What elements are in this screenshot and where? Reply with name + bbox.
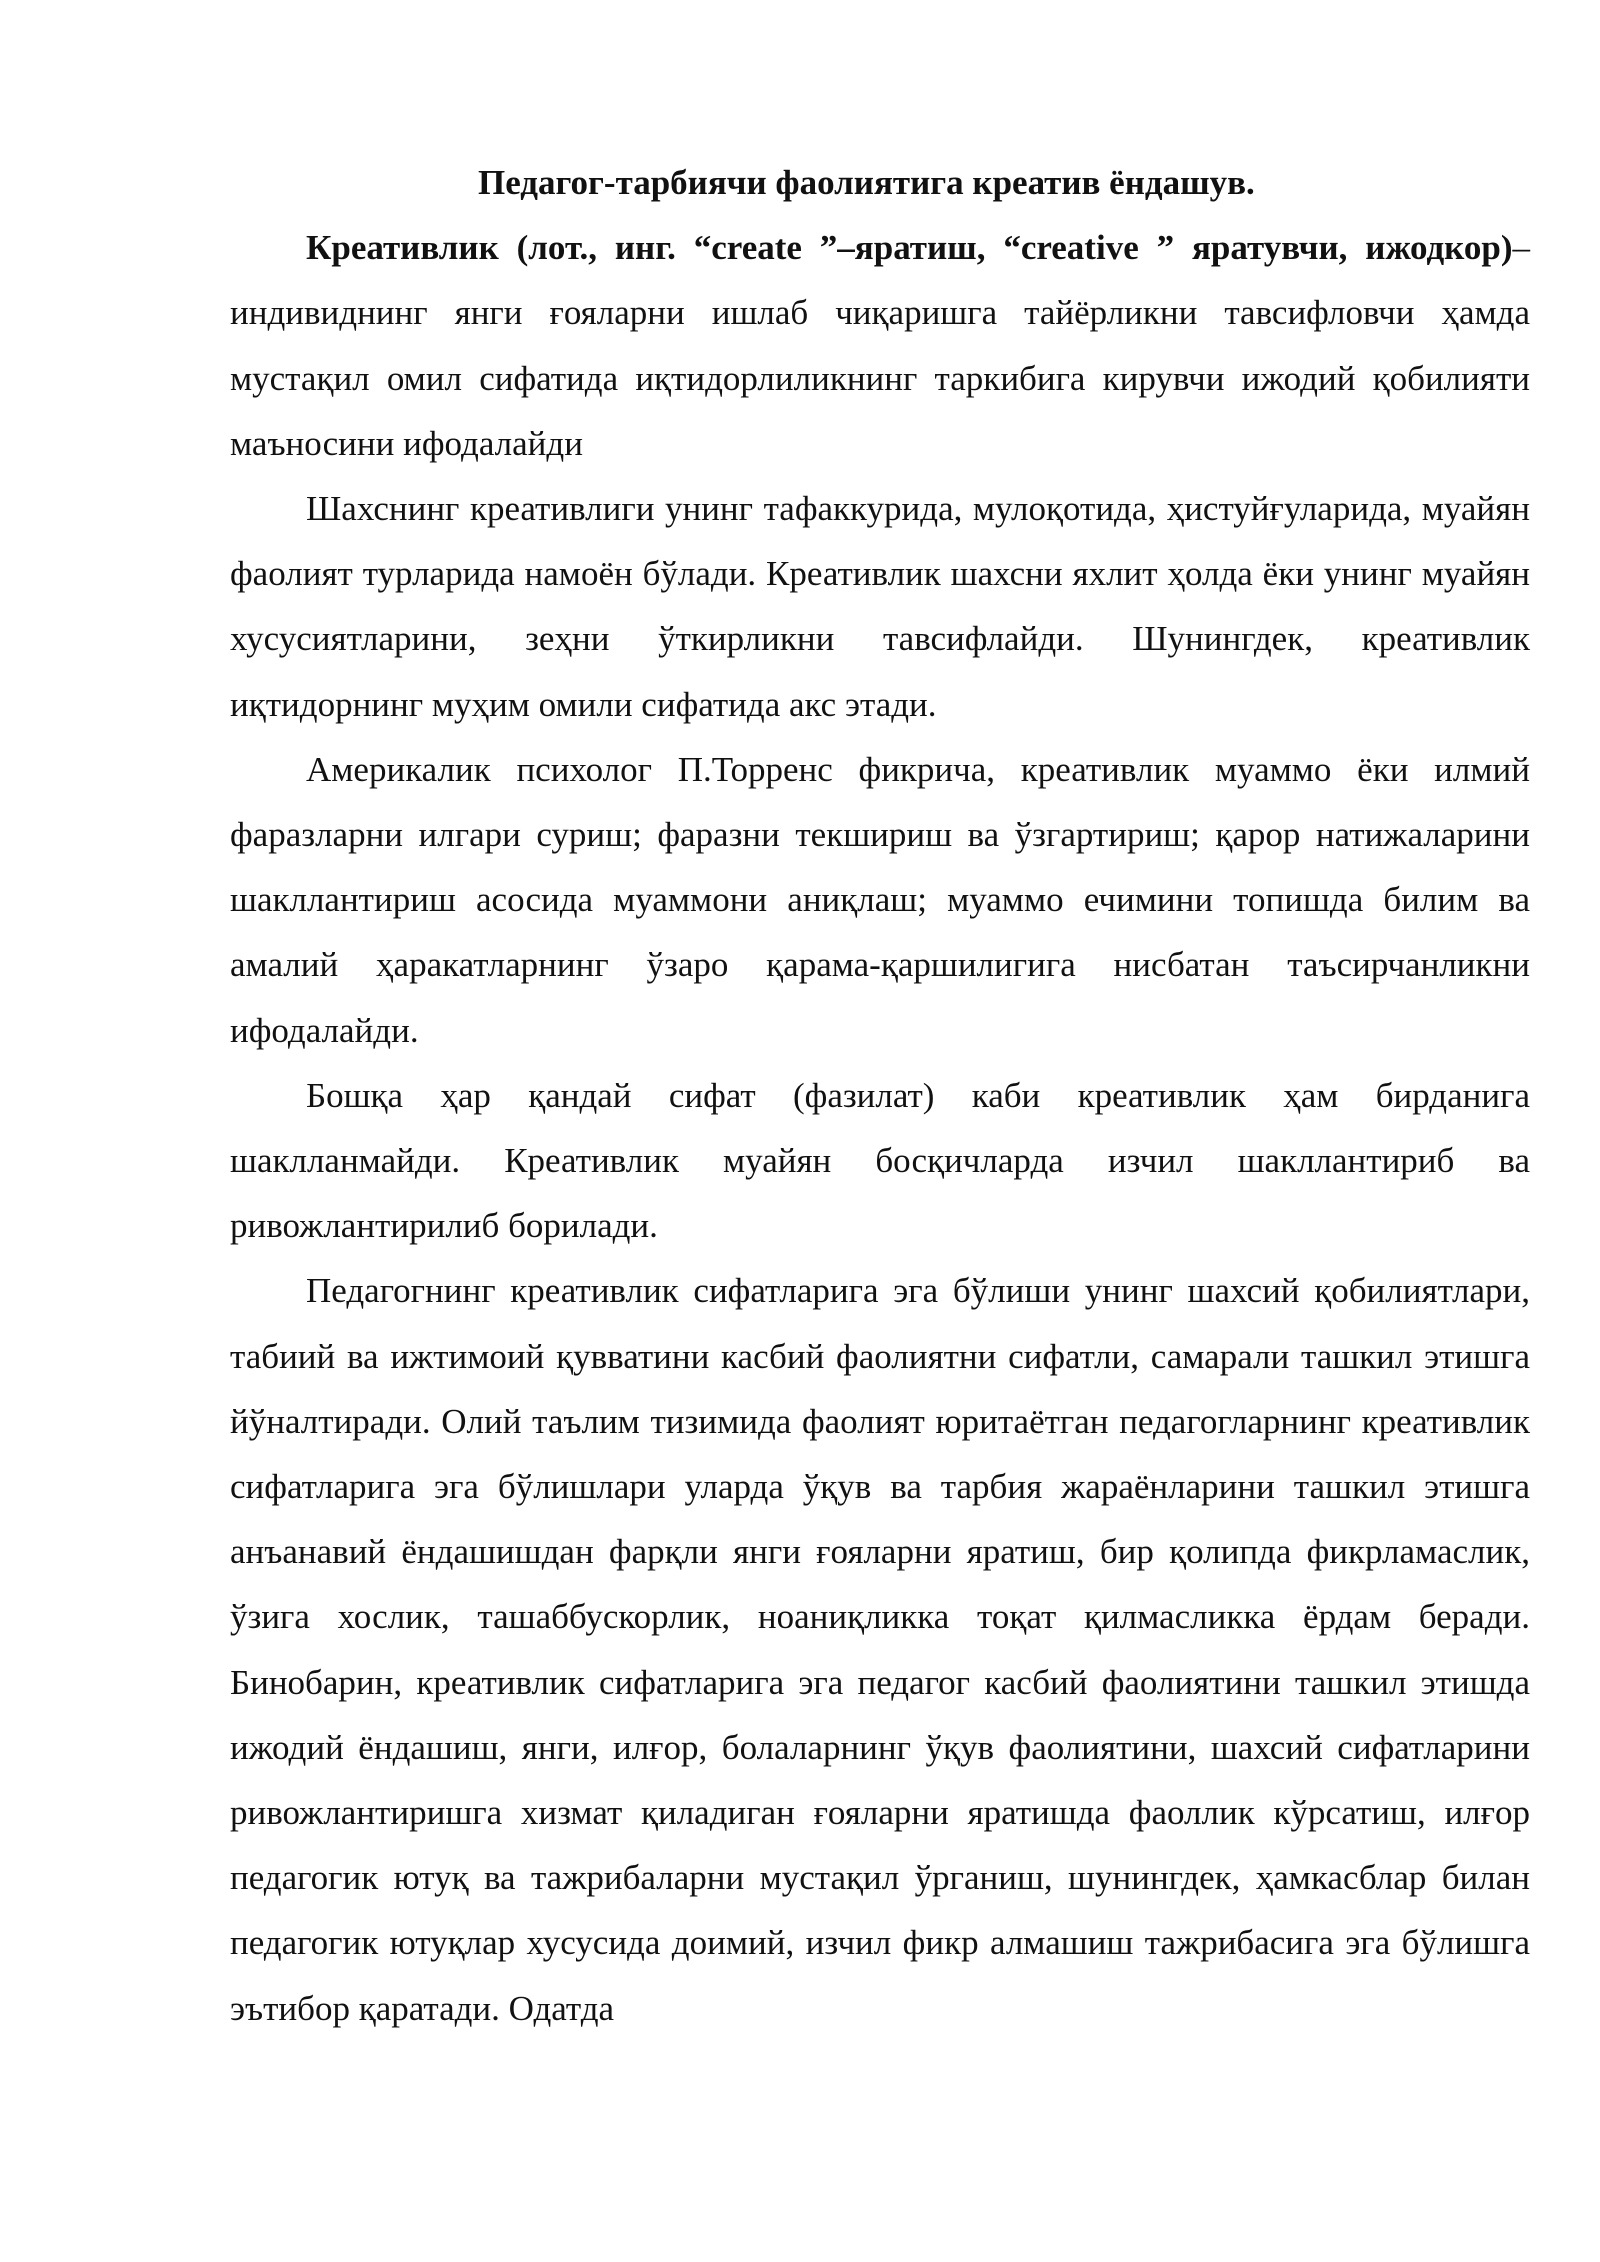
- body-paragraph: Бошқа ҳар қандай сифат (фазилат) каби креативлик ҳам бирданига шаклланмайди. Креативлик муайян босқичларда изчил шакллантириб ва ривожлантирилиб борилади.: [230, 1075, 1530, 1246]
- document-body: [230, 150, 1530, 2041]
- body-paragraph: Америкалик психолог П.Торренс фикрича, креативлик муаммо ёки илмий фаразларни илгари суриш; фаразни текшириш ва ўзгартириш; қарор натижаларини шакллантириш асосида муаммони аниқлаш; муаммо ечимини топишда билим ва амалий ҳаракатларнинг ўзаро қарама-қаршилигига нисбатан таъсирчанликни ифодалайди.: [230, 749, 1530, 1050]
- definition-text: –индивиднинг янги ғояларни ишлаб чиқаришга тайёрликни тавсифловчи ҳамда мустақил омил сифатида иқтидорлиликнинг таркибига кирувчи ижодий қобилияти маъносини ифодалайди: [230, 228, 1530, 463]
- definition-paragraph: [230, 215, 1530, 476]
- document-title: Педагог-тарбиячи фаолиятига креатив ёндашув.: [478, 163, 1255, 202]
- body-paragraph: Педагогнинг креативлик сифатларига эга бўлиши унинг шахсий қобилиятлари, табиий ва ижтимоий қувватини касбий фаолиятни сифатли, самарали ташкил этишга йўналтиради. Олий таълим тизимида фаолият юритаётган педагогларнинг креативлик сифатларига эга бўлишлари уларда ўқув ва тарбия жараёнларини ташкил этишга анъанавий ёндашишдан фарқли янги ғояларни яратиш, бир қолипда фикрламаслик, ўзига хослик, ташаббускорлик, ноаниқликка тоқат қилмасликка ёрдам беради. Бинобарин, креативлик сифатларига эга педагог касбий фаолиятини ташкил этишда ижодий ёндашиш, янги, илғор, болаларнинг ўқув фаолиятини, шахсий сифатларини ривожлантиришга хизмат қиладиган ғояларни яратишда фаоллик кўрсатиш, илғор педагогик ютуқ ва тажрибаларни мустақил ўрганиш, шунингдек, ҳамкасблар билан педагогик ютуқлар хусусида доимий, изчил фикр алмашиш тажрибасига эга бўлишга эътибор қаратади. Одатда: [230, 1271, 1530, 2028]
- body-paragraph: Шахснинг креативлиги унинг тафаккурида, мулоқотида, ҳистуйғуларида, муайян фаолият турларида намоён бўлади. Креативлик шахсни яхлит ҳолда ёки унинг муайян хусусиятларини, зеҳни ўткирликни тавсифлайди. Шунингдек, креативлик иқтидорнинг муҳим омили сифатида акс этади.: [230, 489, 1530, 724]
- definition-term: Креативлик (лот., инг. “create ”–яратиш, “creative ” яратувчи, ижодкор): [306, 228, 1513, 268]
